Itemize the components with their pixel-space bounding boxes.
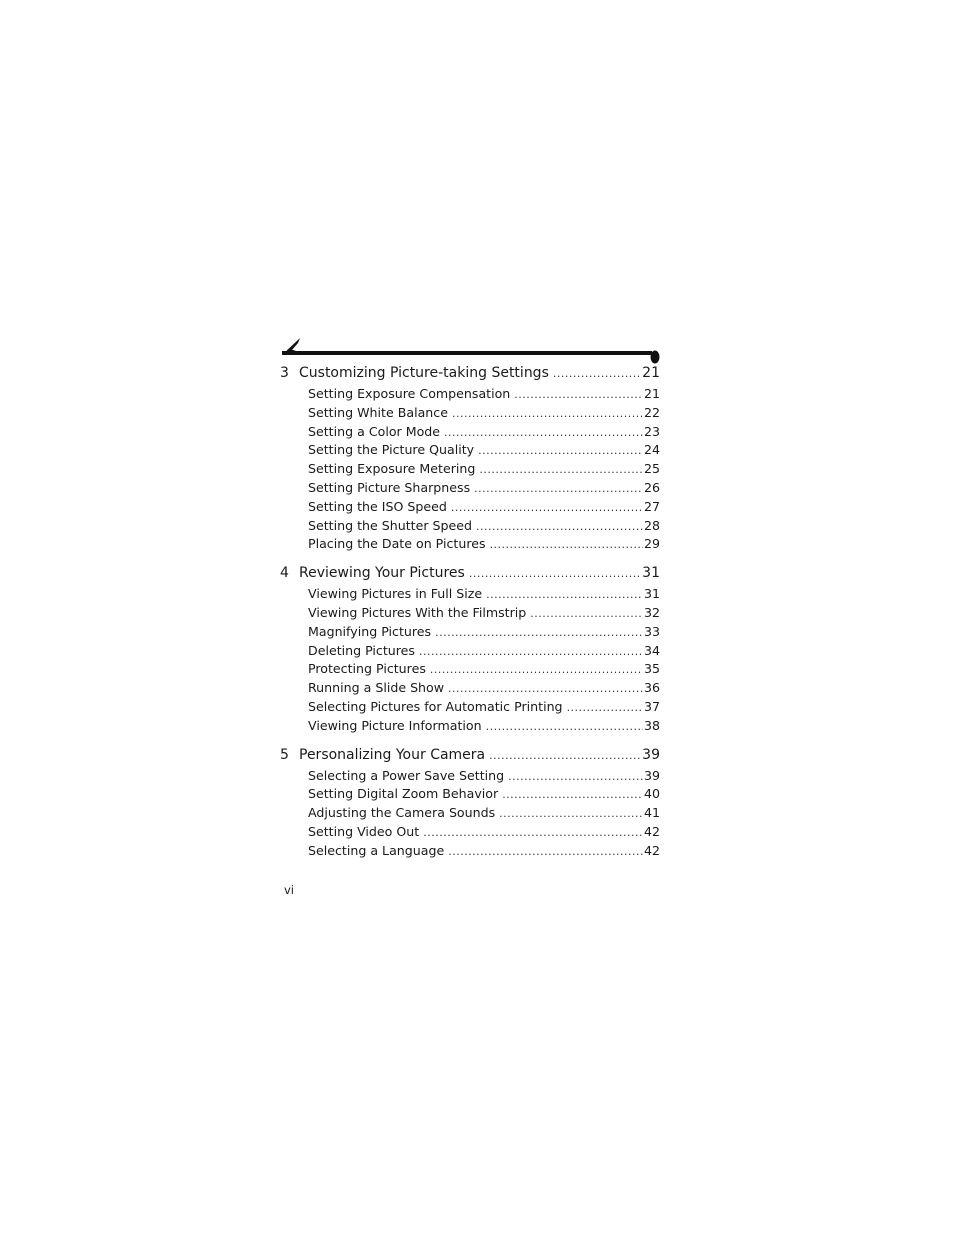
toc-chapter-4 xyxy=(280,565,660,736)
entry-title: Setting a Color Mode xyxy=(308,423,441,439)
dot-leader xyxy=(479,463,643,476)
entry-title: Selecting Pictures for Automatic Printing xyxy=(308,698,563,714)
entry-title: Placing the Date on Pictures xyxy=(308,536,486,552)
dot-leader xyxy=(423,826,643,839)
dot-leader xyxy=(486,720,643,733)
chapter-number: 4 xyxy=(280,565,289,582)
dot-leader xyxy=(474,482,643,495)
dot-leader xyxy=(489,749,641,762)
toc-entry[interactable] xyxy=(280,442,660,461)
toc-entry[interactable] xyxy=(280,461,660,480)
toc-entry[interactable] xyxy=(280,405,660,424)
toc-entry[interactable] xyxy=(280,843,660,862)
chapter-page: 21 xyxy=(642,365,660,381)
dot-leader xyxy=(514,388,643,401)
entry-title: Setting the Shutter Speed xyxy=(308,517,473,533)
chapter-number: 3 xyxy=(280,365,289,381)
dot-leader xyxy=(444,426,643,439)
entry-page: 39 xyxy=(643,767,660,783)
entry-title: Viewing Pictures With the Filmstrip xyxy=(308,604,527,620)
toc-entry[interactable] xyxy=(280,499,660,518)
entry-page: 36 xyxy=(643,680,660,696)
entry-page: 27 xyxy=(643,498,660,514)
entry-page: 38 xyxy=(643,717,660,733)
dot-leader xyxy=(553,367,641,380)
toc-entry[interactable] xyxy=(280,480,660,499)
entry-title: Selecting a Power Save Setting xyxy=(308,767,505,783)
entry-page: 31 xyxy=(643,586,660,602)
entry-title: Viewing Pictures in Full Size xyxy=(308,586,483,602)
entry-title: Adjusting the Camera Sounds xyxy=(308,805,496,821)
toc-entry[interactable] xyxy=(280,805,660,824)
toc-entry[interactable] xyxy=(280,605,660,624)
entry-page: 29 xyxy=(643,536,660,552)
toc-entry[interactable] xyxy=(280,768,660,787)
chapter-title: Customizing Picture-taking Settings xyxy=(299,365,549,381)
chapter-heading[interactable] xyxy=(280,365,660,386)
dot-leader xyxy=(478,444,643,457)
chapter-page: 39 xyxy=(642,746,660,763)
entry-title: Magnifying Pictures xyxy=(308,623,432,639)
toc-entry[interactable] xyxy=(280,824,660,843)
dot-leader xyxy=(502,788,643,801)
dot-leader xyxy=(419,645,643,658)
entry-title: Setting Digital Zoom Behavior xyxy=(308,786,499,802)
toc-chapter-5 xyxy=(280,747,660,862)
toc-entry[interactable] xyxy=(280,718,660,737)
page-folio: vi xyxy=(284,883,295,897)
dot-leader xyxy=(508,770,643,783)
entry-page: 42 xyxy=(643,823,660,839)
chapter-title: Personalizing Your Camera xyxy=(299,746,486,763)
toc-entry[interactable] xyxy=(280,424,660,443)
dot-leader xyxy=(435,626,643,639)
entry-page: 37 xyxy=(643,698,660,714)
entry-title: Setting Picture Sharpness xyxy=(308,479,471,495)
entry-title: Setting Video Out xyxy=(308,823,420,839)
dot-leader xyxy=(490,538,643,551)
entry-title: Deleting Pictures xyxy=(308,642,415,658)
entry-page: 34 xyxy=(643,642,660,658)
dot-leader xyxy=(530,607,643,620)
chapter-number: 5 xyxy=(280,746,289,763)
chapter-title: Reviewing Your Pictures xyxy=(299,565,465,582)
dot-leader xyxy=(469,567,641,580)
entry-page: 32 xyxy=(643,604,660,620)
header-rule xyxy=(280,336,660,366)
entry-page: 35 xyxy=(643,661,660,677)
toc-entry[interactable] xyxy=(280,680,660,699)
entry-page: 24 xyxy=(643,442,660,458)
dot-leader xyxy=(451,501,643,514)
toc-entry[interactable] xyxy=(280,786,660,805)
toc-entry[interactable] xyxy=(280,699,660,718)
dot-leader xyxy=(476,520,643,533)
entry-title: Running a Slide Show xyxy=(308,680,445,696)
toc-entry[interactable] xyxy=(280,643,660,662)
entry-page: 28 xyxy=(643,517,660,533)
entry-title: Setting the Picture Quality xyxy=(308,442,475,458)
dot-leader xyxy=(486,588,643,601)
entry-title: Setting Exposure Compensation xyxy=(308,386,511,401)
toc-entry[interactable] xyxy=(280,386,660,405)
dot-leader xyxy=(567,701,643,714)
entry-page: 25 xyxy=(643,461,660,477)
toc-entry[interactable] xyxy=(280,661,660,680)
toc-entry[interactable] xyxy=(280,586,660,605)
entry-page: 41 xyxy=(643,805,660,821)
chapter-page: 31 xyxy=(642,565,660,582)
chapter-heading[interactable] xyxy=(280,747,660,768)
entry-title: Setting the ISO Speed xyxy=(308,498,447,514)
toc-entry[interactable] xyxy=(280,624,660,643)
toc-chapter-3 xyxy=(280,365,660,555)
chapter-heading[interactable] xyxy=(280,565,660,586)
entry-page: 21 xyxy=(643,386,660,401)
dot-leader xyxy=(499,807,643,820)
entry-page: 40 xyxy=(643,786,660,802)
toc-entry[interactable] xyxy=(280,518,660,537)
entry-page: 33 xyxy=(643,623,660,639)
dot-leader xyxy=(452,407,643,420)
table-of-contents xyxy=(280,365,660,872)
entry-title: Setting White Balance xyxy=(308,404,448,420)
entry-page: 23 xyxy=(643,423,660,439)
toc-entry[interactable] xyxy=(280,536,660,555)
entry-title: Selecting a Language xyxy=(308,842,445,858)
dot-leader xyxy=(448,682,643,695)
dot-leader xyxy=(448,845,643,858)
dot-leader xyxy=(430,663,643,676)
entry-title: Viewing Picture Information xyxy=(308,717,482,733)
entry-page: 22 xyxy=(643,404,660,420)
entry-title: Protecting Pictures xyxy=(308,661,426,677)
entry-page: 42 xyxy=(643,842,660,858)
entry-title: Setting Exposure Metering xyxy=(308,461,476,477)
entry-page: 26 xyxy=(643,479,660,495)
